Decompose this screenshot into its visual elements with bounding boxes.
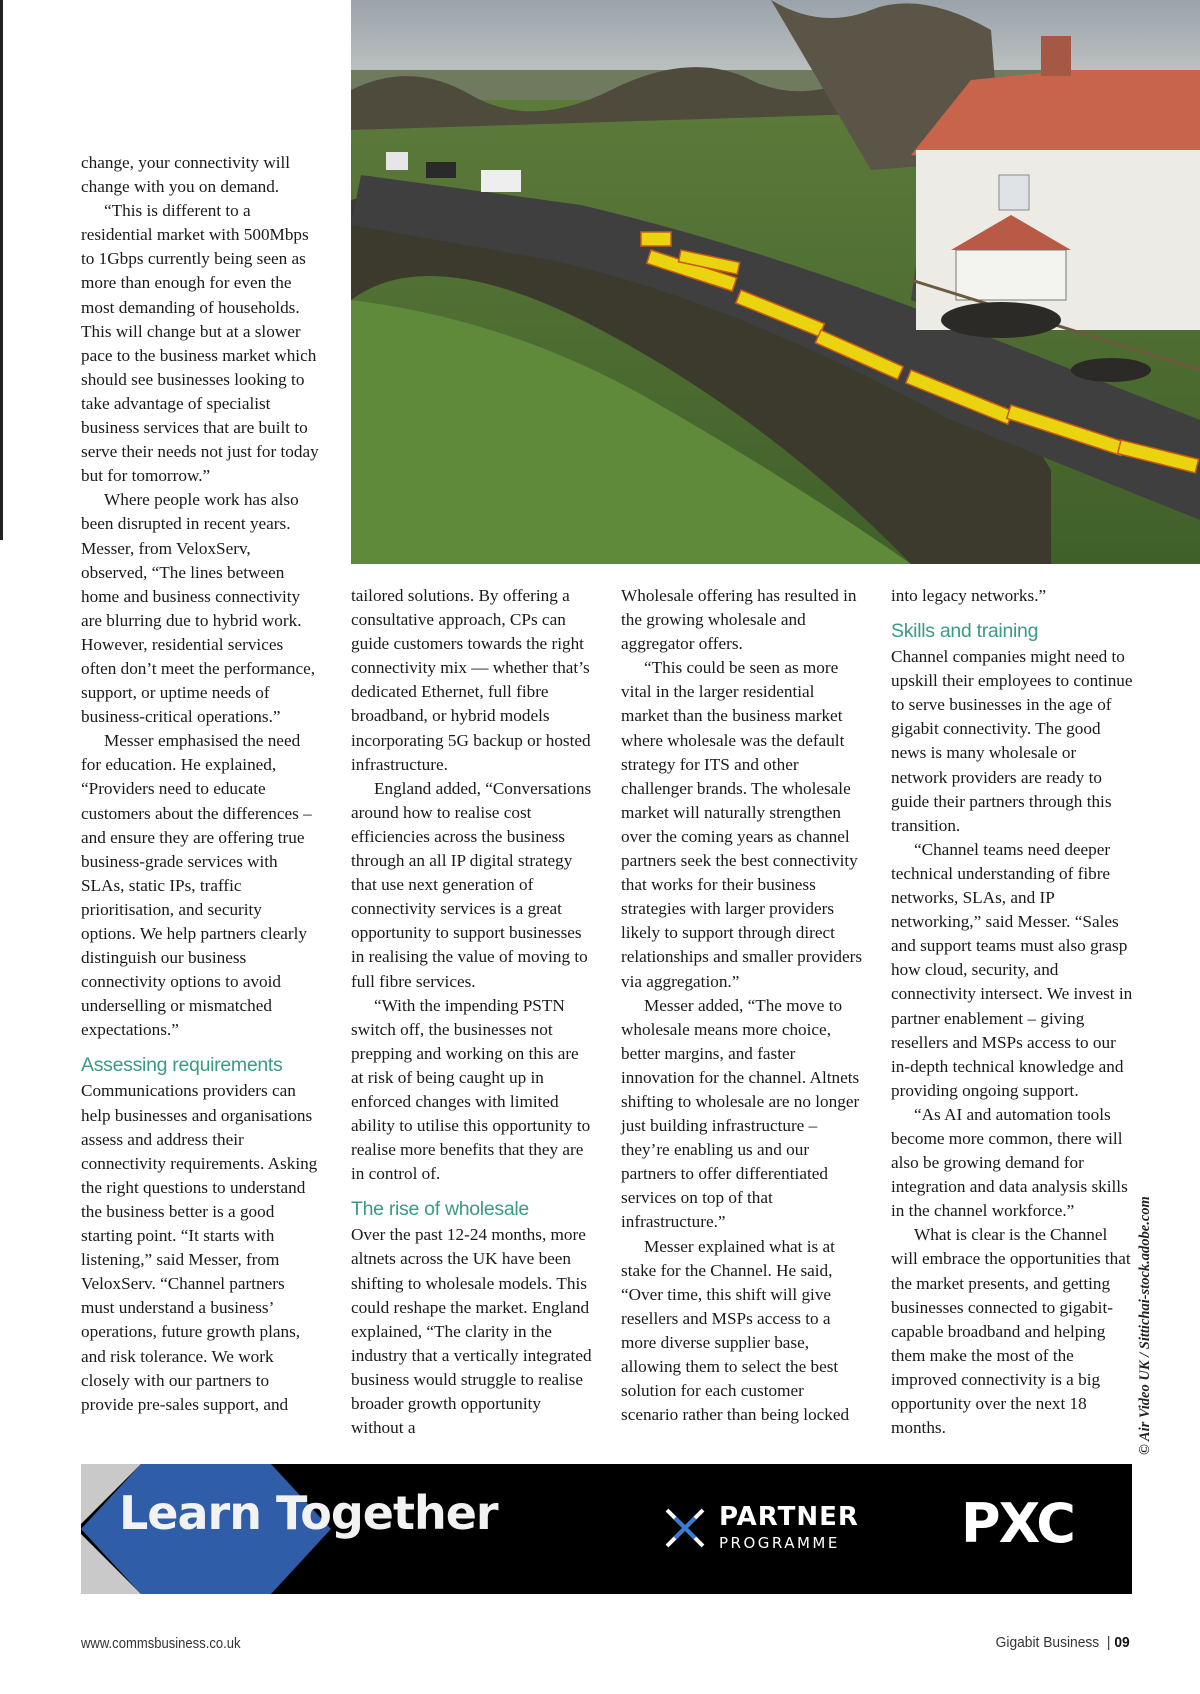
partner-programme-subtitle: PROGRAMME	[719, 1534, 840, 1552]
section-heading: The rise of wholesale	[351, 1198, 529, 1221]
paragraph: “With the impending PSTN switch off, the businesses not prepping and working on this are at risk of being caught up in enforced changes with limited ability to utilise this opportunity to realise more benefits that they are in control of.	[351, 995, 591, 1184]
paragraph: Messer explained what is at stake for the Channel. He said, “Over time, this shift will give resellers and MSPs access to a more diverse supplier base, allowing them to select the best solution for each customer scenario rather than being locked	[621, 1236, 850, 1425]
article-column-1	[81, 151, 321, 1417]
roadworks-photo	[351, 0, 1200, 564]
paragraph: “This could be seen as more vital in the larger residential market than the business market where wholesale was the default strategy for ITS and other challenger brands. The wholesale market will naturally strengthen over the coming years as channel partners seek the best connectivity that works for their business strategies with larger providers likely to support through direct relationships and smaller providers via aggregation.”	[621, 658, 863, 991]
paragraph: Channel companies might need to upskill their employees to continue to serve businesses in the age of gigabit connectivity. The good news is many wholesale or network providers are ready to guide their partners through this transition.	[891, 647, 1133, 835]
section-heading: Assessing requirements	[81, 1054, 283, 1077]
footer-page-info	[996, 1634, 1130, 1651]
footer-section-name: Gigabit Business	[995, 1634, 1100, 1651]
paragraph: Over the past 12-24 months, more altnets across the UK have been shifting to wholesale models. This could reshape the market. England explained, “The clarity in the industry that a vertically integrated business would struggle to realise broader growth opportunity without a	[351, 1225, 592, 1438]
paragraph: into legacy networks.”	[891, 586, 1047, 605]
article-column-2	[351, 584, 595, 1440]
paragraph: “As AI and automation tools become more common, there will also be growing demand for integration and data analysis skills in the channel workforce.”	[891, 1104, 1128, 1221]
advert-banner[interactable]	[81, 1464, 1132, 1594]
paragraph: Messer added, “The move to wholesale means more choice, better margins, and faster innovation for the channel. Altnets shifting to wholesale are no longer just building infrastructure – they’re enabling us and our partners to offer differentiated services on top of that infrastructure.”	[621, 995, 860, 1232]
paragraph: England added, “Conversations around how to realise cost efficiencies across the business through an all IP digital strategy that use next generation of connectivity services is a great opportunity to support businesses in realising the value of moving to full fibre services.	[351, 778, 592, 991]
pxc-logo: PXC	[961, 1492, 1074, 1555]
footer-website-link[interactable]: www.commsbusiness.co.uk	[81, 1636, 241, 1652]
paragraph: Where people work has also been disrupted in recent years. Messer, from VeloxServ, observed, “The lines between home and business connectivity are blurring due to hybrid work. However, residential services often don’t meet the performance, support, or uptime needs of business-critical operations.”	[81, 490, 316, 727]
learn-together-text: Learn Together	[119, 1486, 498, 1540]
photo-credit	[1137, 1196, 1157, 1456]
paragraph: change, your connectivity will change with you on demand.	[81, 153, 291, 197]
article-column-3	[621, 584, 865, 1427]
partner-programme-title: PARTNER	[719, 1502, 859, 1532]
paragraph: What is clear is the Channel will embrace the opportunities that the market presents, and getting businesses connected to gigabit-capable broadband and helping them make the most of the improved connectivity is a big opportunity over the next 18 months.	[891, 1225, 1131, 1438]
footer-page-number: 09	[1114, 1634, 1130, 1651]
paragraph: “This is different to a residential market with 500Mbps to 1Gbps currently being seen as more than enough for even the most demanding of households. This will change but at a slower pace to the business market which should see businesses looking to take advantage of specialist business services that are built to serve their needs not just for today but for tomorrow.”	[81, 201, 319, 486]
paragraph: Wholesale offering has resulted in the growing wholesale and aggregator offers.	[621, 586, 857, 654]
paragraph: tailored solutions. By offering a consultative approach, CPs can guide customers towards the right connectivity mix — whether that’s dedicated Ethernet, full fibre broadband, or hybrid models incorporating 5G backup or hosted infrastructure.	[351, 586, 591, 774]
section-heading: Skills and training	[891, 620, 1039, 643]
paragraph: Communications providers can help businesses and organisations assess and address their connectivity requirements. Asking the right questions to understand the business better is a good starting point. “It starts with listening,” said Messer, from VeloxServ. “Channel partners must understand a business’ operations, future growth plans, and risk tolerance. We work closely with our partners to provide pre-sales support, and	[81, 1081, 318, 1414]
footer-separator: |	[1107, 1634, 1111, 1651]
photo-credit-text: © Air Video UK / Sittichai-stock.adobe.com	[1137, 1196, 1153, 1455]
paragraph: “Channel teams need deeper technical understanding of fibre networks, SLAs, and IP networking,” said Messer. “Sales and support teams must also grasp how cloud, security, and connectivity intersect. We invest in partner enablement – giving resellers and MSPs access to our in-depth technical knowledge and providing ongoing support.	[891, 839, 1133, 1100]
page-edge	[0, 0, 3, 540]
paragraph: Messer emphasised the need for education. He explained, “Providers need to educate customers about the differences – and ensure they are offering true business-grade services with SLAs, static IPs, traffic prioritisation, and security options. We help partners clearly distinguish our business connectivity options to avoid underselling or mismatched expectations.”	[81, 731, 312, 1040]
partner-programme-logo-icon	[661, 1504, 709, 1552]
article-column-4	[891, 584, 1135, 1440]
